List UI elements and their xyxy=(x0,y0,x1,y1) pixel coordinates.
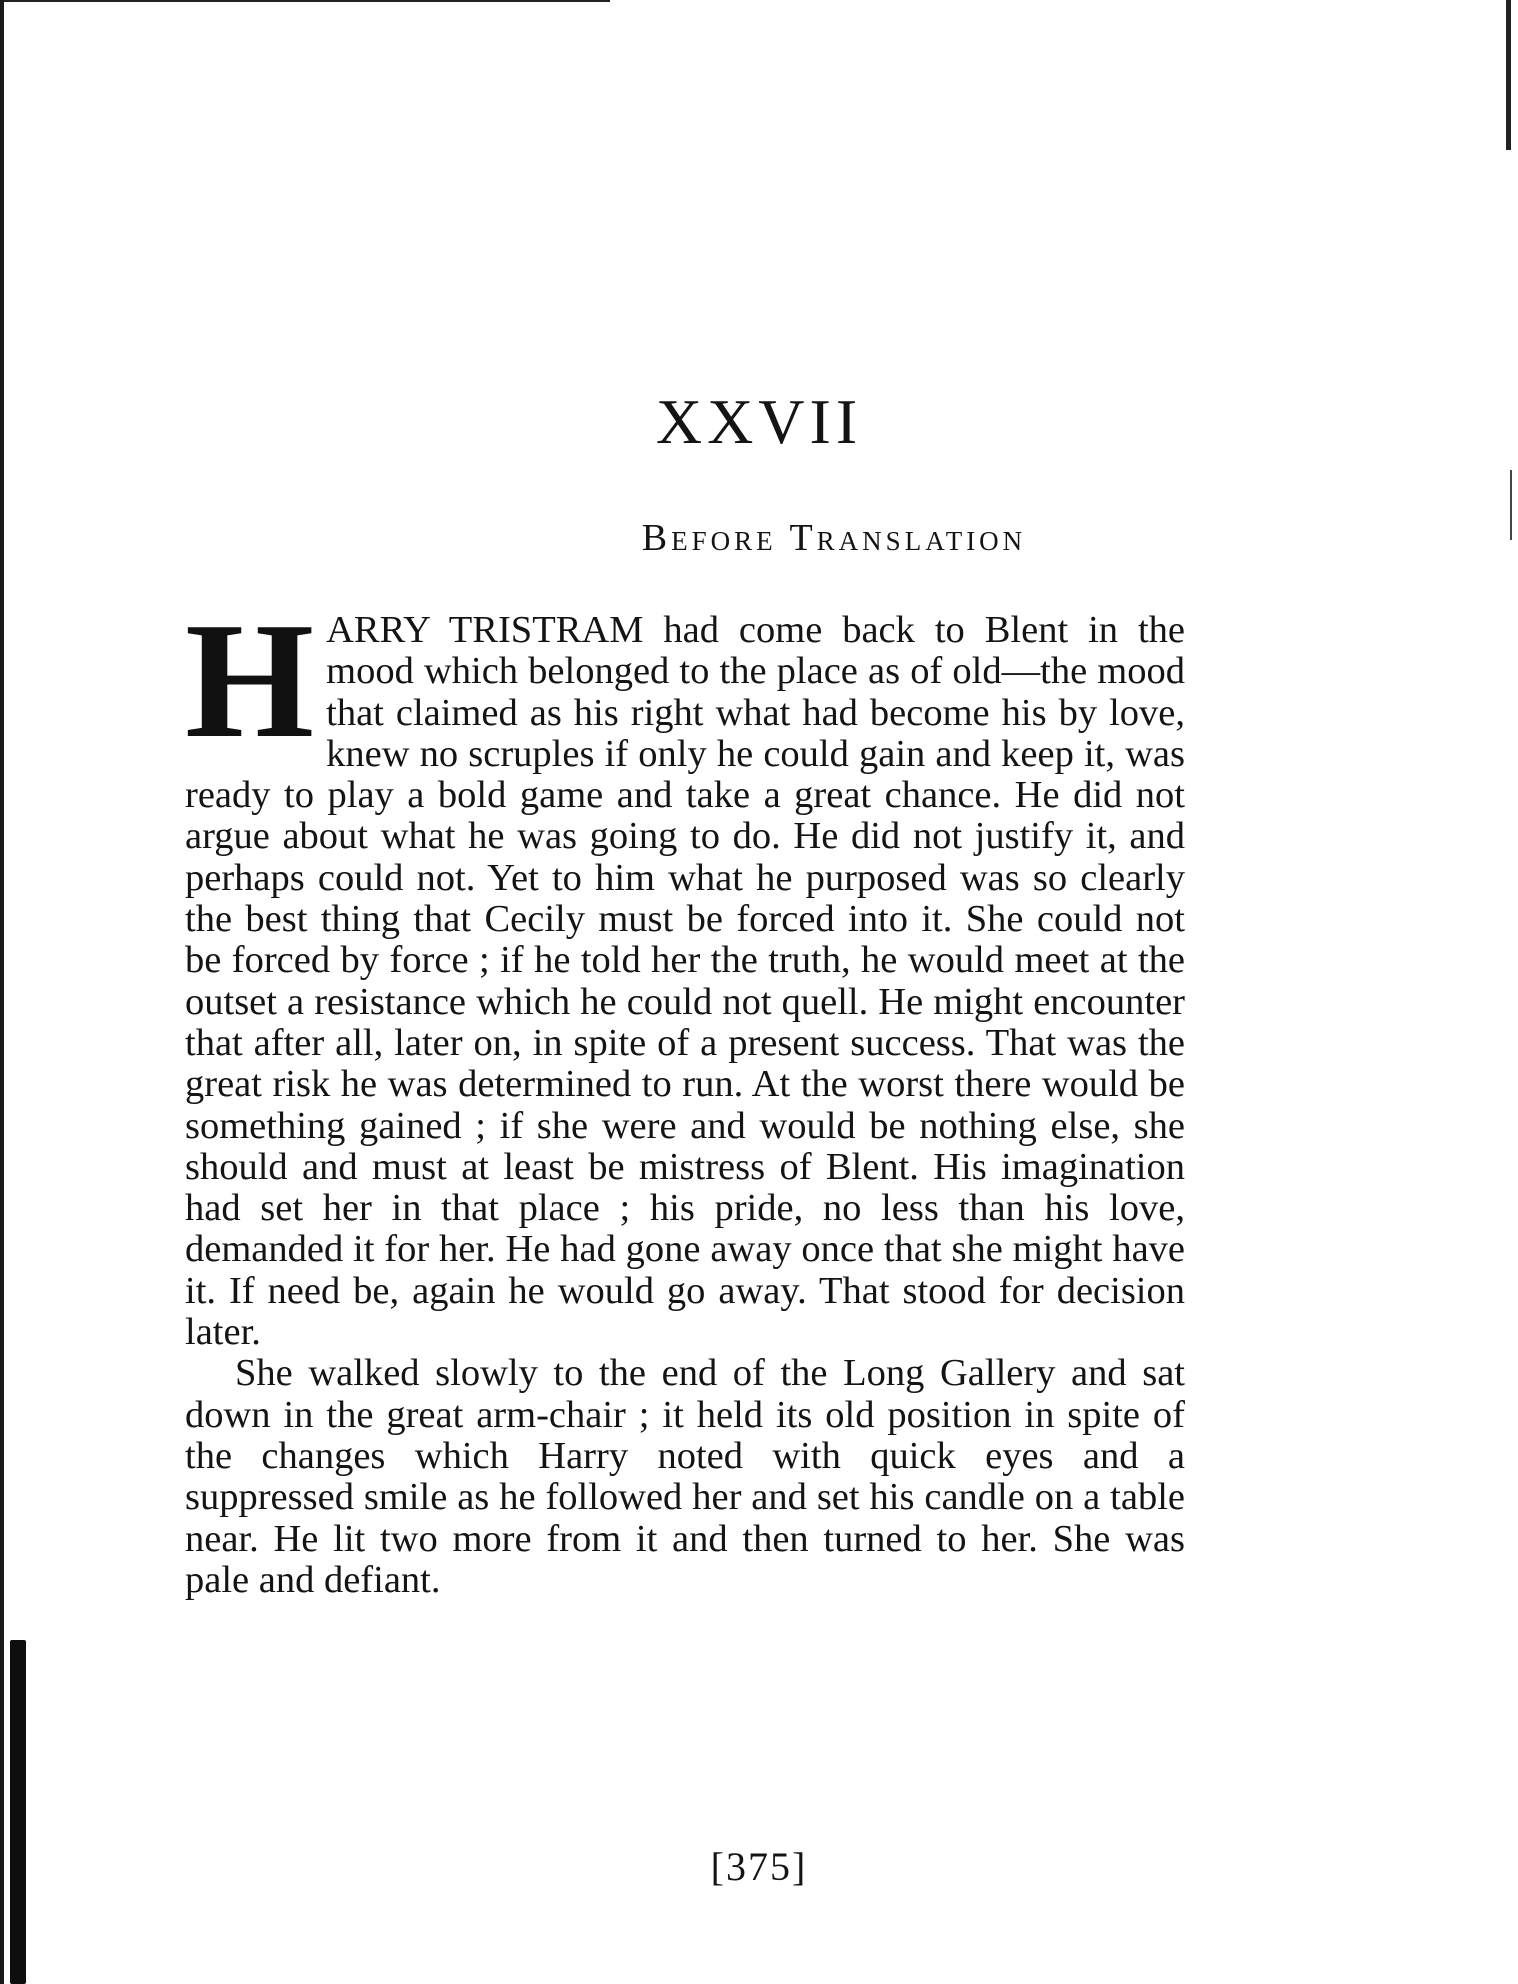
paragraph-2: She walked slowly to the end of the Long Gallery and sat down in the great arm-chair ; it held its old position in spite of the changes which Harry noted with quick eyes and a suppressed smile as he followed her and set his candle on a table near. He lit two more from it and then turned to her. She was pale and defiant. xyxy=(185,1352,1185,1601)
drop-cap: H xyxy=(185,588,315,772)
chapter-title: Before Translation xyxy=(641,517,1027,559)
page-number: [375] xyxy=(710,1844,808,1889)
page-edge-left xyxy=(0,0,4,1984)
binding-shadow xyxy=(10,1640,26,1984)
chapter-number: XXVII xyxy=(655,386,863,457)
page-edge-top xyxy=(0,0,610,2)
page-edge-right xyxy=(1506,0,1511,150)
paragraph-1 xyxy=(185,588,1185,1354)
paragraph-1-text: ARRY TRISTRAM had come back to Blent in the mood which belonged to the place as of old—the mood that claimed as his right what had become his by love, knew no scruples if only he could gain and keep it, was ready to play a bold game and take a great chance. He did not argue about what he was going to do. He did not justify it, and perhaps could not. Yet to him what he purposed was so clearly the best thing that Cecily must be forced into it. She could not be forced by force ; if he told her the truth, he would meet at the outset a resistance which he could not quell. He might encounter that after all, later on, in spite of a present success. That was the great risk he was determined to run. At the worst there would be something gained ; if she were and would be nothing else, she should and must at least be mistress of Blent. His imagination had set her in that place ; his pride, no less than his love, demanded it for her. He had gone away once that she might have it. If need be, again he would go away. That stood for decision later. xyxy=(185,609,1185,1354)
body-text xyxy=(185,588,1185,1601)
